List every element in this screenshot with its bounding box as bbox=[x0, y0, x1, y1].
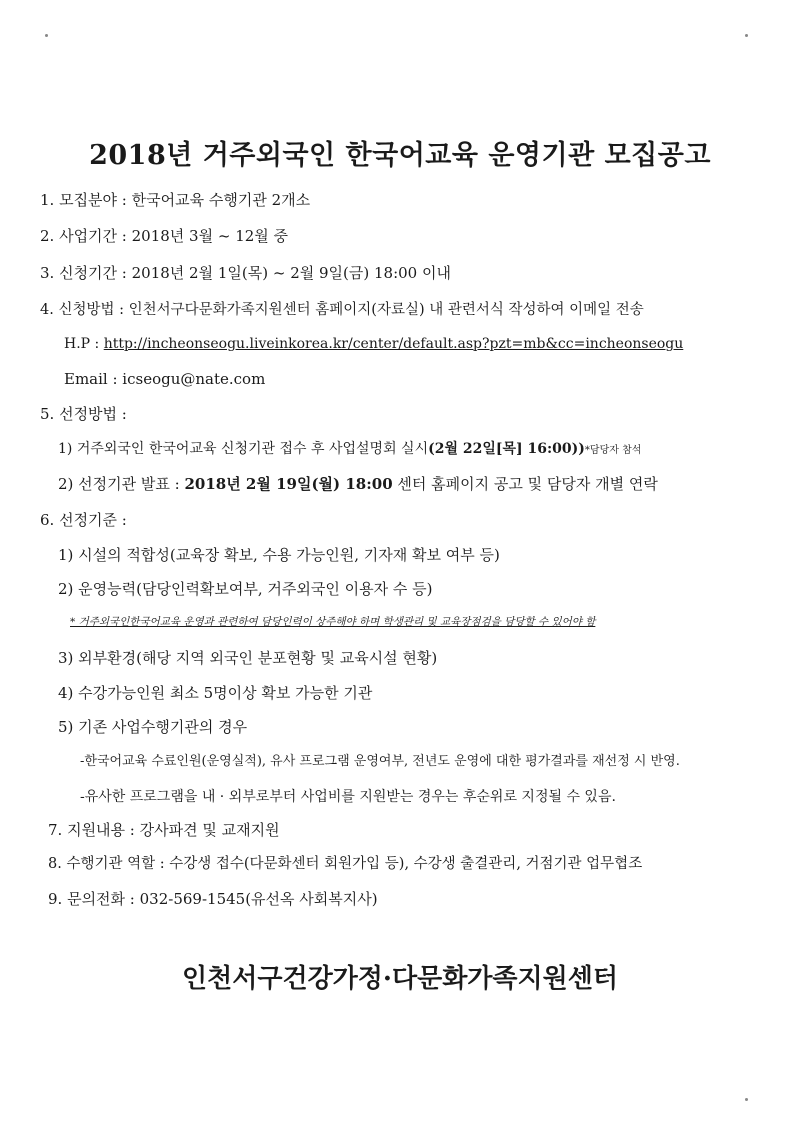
homepage-link[interactable]: http://incheonseogu.liveinkorea.kr/center/default.asp?pzt=mb&cc=incheonseogu bbox=[103, 336, 684, 352]
item-selection-criteria: 6. 선정기준 : bbox=[40, 511, 127, 529]
item-selection-method: 5. 선정방법 : bbox=[40, 405, 127, 423]
selection-method-1-text: 1) 거주외국인 한국어교육 신청기관 접수 후 사업설명회 실시 bbox=[58, 441, 429, 457]
item-agency-role: 8. 수행기관 역할 : 수강생 접수(다문화센터 회원가입 등), 수강생 출결관리, 거점기관 업무협조 bbox=[48, 856, 643, 872]
selection-method-2-label: 2) 선정기관 발표 : bbox=[58, 475, 185, 493]
criteria-5-b: -유사한 프로그램을 내 · 외부로부터 사업비를 지원받는 경우는 후순위로 지정될 수 있음. bbox=[80, 789, 616, 805]
selection-method-1 bbox=[58, 439, 641, 461]
homepage-line bbox=[64, 334, 683, 354]
criteria-5: 5) 기존 사업수행기관의 경우 bbox=[58, 718, 248, 736]
criteria-1: 1) 시설의 적합성(교육장 확보, 수용 가능인원, 기자재 확보 여부 등) bbox=[58, 546, 500, 564]
homepage-label: H.P : bbox=[64, 336, 104, 352]
criteria-2: 2) 운영능력(담당인력확보여부, 거주외국인 이용자 수 등) bbox=[58, 580, 433, 598]
item-project-period: 2. 사업기간 : 2018년 3월 ~ 12월 중 bbox=[40, 227, 289, 245]
item-contact-phone: 9. 문의전화 : 032-569-1545(유선옥 사회복지사) bbox=[48, 890, 378, 908]
scan-dot bbox=[745, 1098, 748, 1101]
criteria-4: 4) 수강가능인원 최소 5명이상 확보 가능한 기관 bbox=[58, 684, 373, 702]
selection-method-2 bbox=[58, 474, 658, 494]
scan-dot bbox=[745, 34, 748, 37]
item-support-content: 7. 지원내용 : 강사파견 및 교재지원 bbox=[48, 821, 280, 839]
criteria-3: 3) 외부환경(해당 지역 외국인 분포현황 및 교육시설 현황) bbox=[58, 649, 438, 667]
announcement-date: 2018년 2월 19일(월) 18:00 bbox=[184, 475, 393, 493]
criteria-2-note: * 거주외국인한국어교육 운영과 관련하여 담당인력이 상주해야 하며 학생관리 및 교육장점검을 담당할 수 있어야 함 bbox=[70, 616, 596, 628]
attendance-note: *담당자 참석 bbox=[584, 445, 642, 456]
item-application-method: 4. 신청방법 : 인천서구다문화가족지원센터 홈페이지(자료실) 내 관련서식 작성하여 이메일 전송 bbox=[40, 302, 644, 318]
scan-dot bbox=[45, 34, 48, 37]
item-application-period: 3. 신청기간 : 2018년 2월 1일(목) ~ 2월 9일(금) 18:00 이내 bbox=[40, 264, 451, 282]
center-name-footer: 인천서구건강가정·다문화가족지원센터 bbox=[181, 964, 619, 994]
notice-title: 2018년 거주외국인 한국어교육 운영기관 모집공고 bbox=[89, 140, 711, 171]
briefing-date: (2월 22일[목] 16:00)) bbox=[428, 441, 585, 457]
item-recruitment-field: 1. 모집분야 : 한국어교육 수행기관 2개소 bbox=[40, 191, 311, 209]
selection-method-2-text: 센터 홈페이지 공고 및 담당자 개별 연락 bbox=[392, 475, 658, 493]
email-line: Email : icseogu@nate.com bbox=[64, 370, 266, 388]
criteria-5-a: -한국어교육 수료인원(운영실적), 유사 프로그램 운영여부, 전년도 운영에 대한 평가결과를 재선정 시 반영. bbox=[80, 754, 680, 769]
